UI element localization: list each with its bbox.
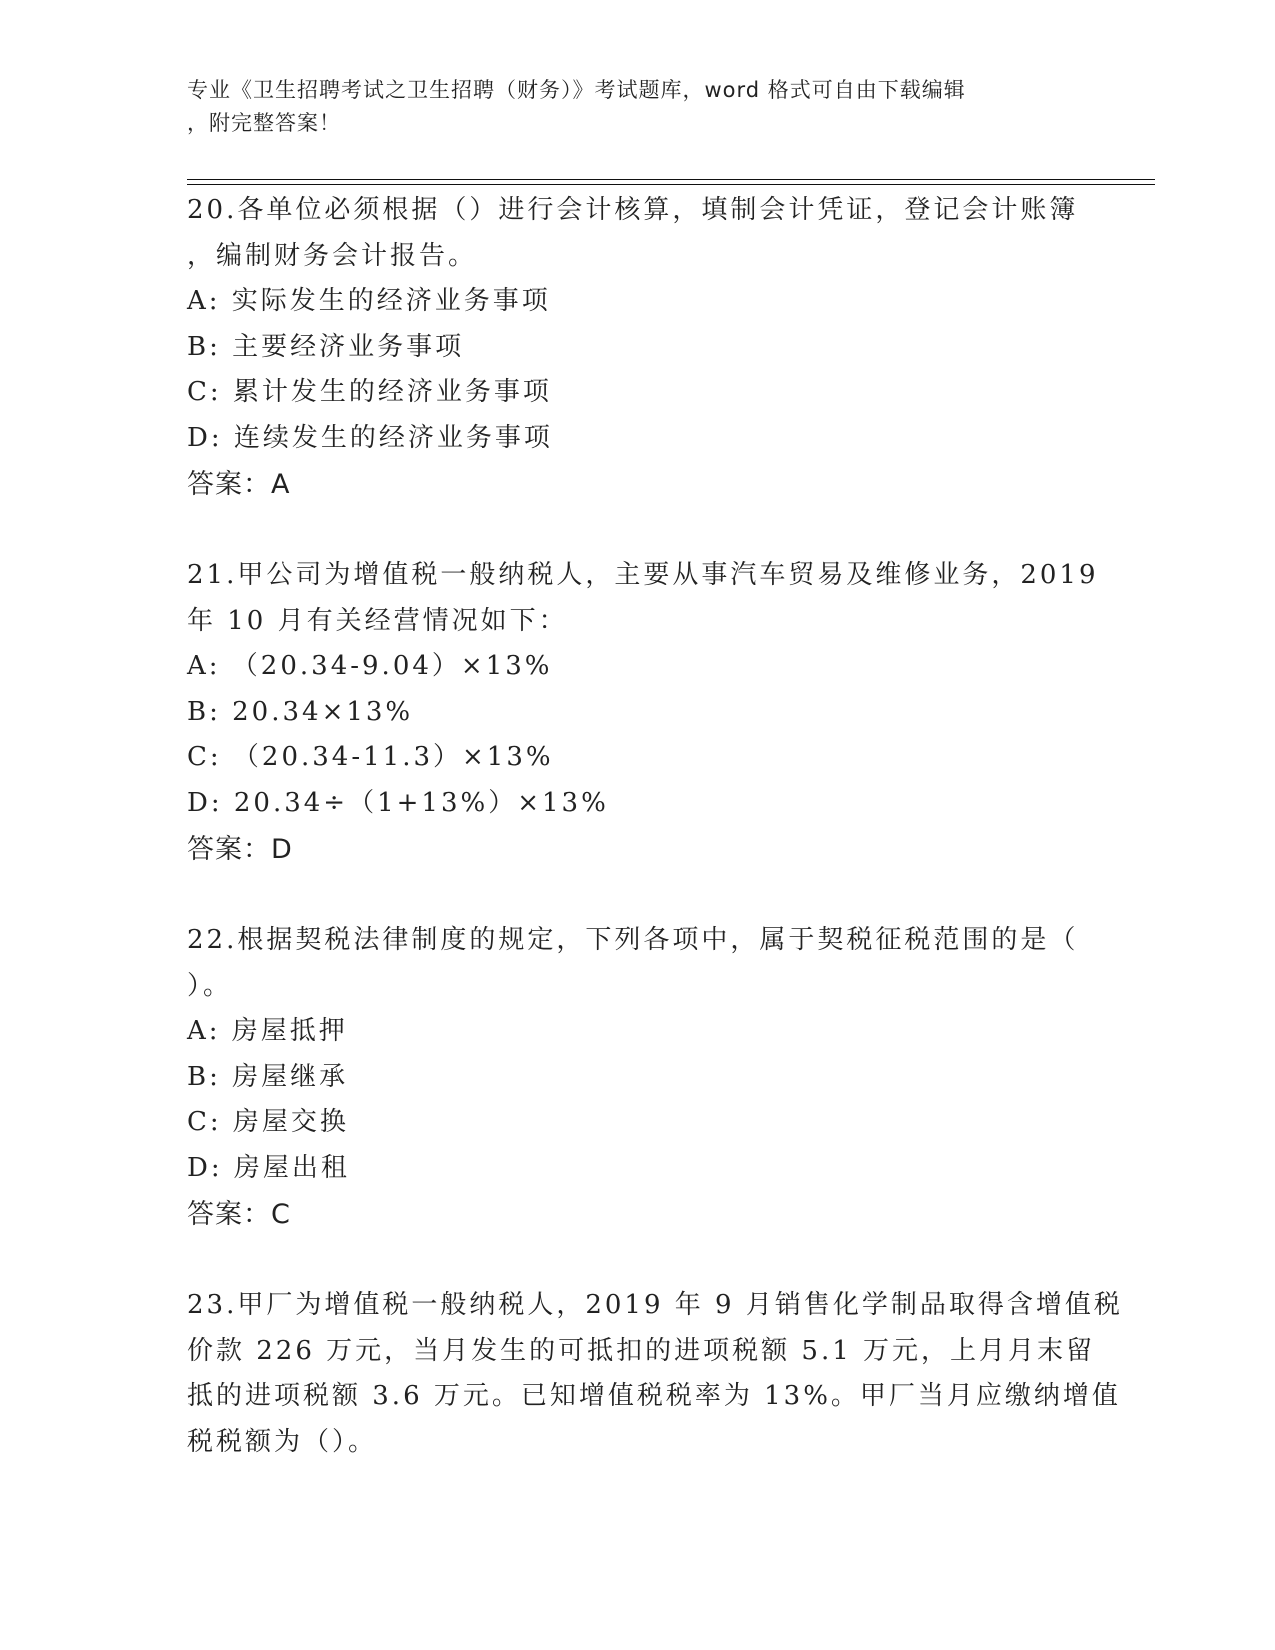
option-c: C: 累计发生的经济业务事项 xyxy=(187,377,552,408)
header-title-line-2: ，附完整答案！ xyxy=(187,111,341,135)
question-text-line: 税税额为（）。 xyxy=(187,1426,378,1457)
question-text-line: 22.根据契税法律制度的规定，下列各项中，属于契税征税范围的是（ xyxy=(187,925,1079,955)
option-d: D: 20.34÷（1+13%）×13% xyxy=(187,787,609,818)
option-d: D: 房屋出租 xyxy=(187,1152,350,1183)
option-d: D: 连续发生的经济业务事项 xyxy=(187,422,553,453)
option-c: C: 房屋交换 xyxy=(187,1107,349,1138)
question-text-line: 年 10 月有关经营情况如下： xyxy=(187,605,568,636)
question-text-line: 20.各单位必须根据（）进行会计核算，填制会计凭证，登记会计账簿 xyxy=(187,195,1079,225)
header-divider-top xyxy=(187,179,1155,180)
question-22 xyxy=(187,918,1087,1237)
header-divider-bottom xyxy=(187,184,1155,185)
option-c: C: （20.34-11.3）×13% xyxy=(187,742,554,773)
question-text-line: 23.甲厂为增值税一般纳税人，2019 年 9 月销售化学制品取得含增值税 xyxy=(187,1290,1123,1320)
option-a: A: （20.34-9.04）×13% xyxy=(187,651,553,682)
question-text-line: ，编制财务会计报告。 xyxy=(187,240,478,271)
question-21 xyxy=(187,553,1099,872)
question-text-line: 抵的进项税额 3.6 万元。已知增值税税率为 13%。甲厂当月应缴纳增值 xyxy=(187,1381,1121,1412)
question-text-line: 21.甲公司为增值税一般纳税人，主要从事汽车贸易及维修业务，2019 xyxy=(187,560,1099,590)
question-text-line: ）。 xyxy=(187,970,233,1001)
option-a: A: 房屋抵押 xyxy=(187,1016,348,1047)
option-a: A: 实际发生的经济业务事项 xyxy=(187,286,551,317)
answer-line: 答案：D xyxy=(187,833,293,865)
option-b: B: 房屋继承 xyxy=(187,1061,349,1092)
question-20 xyxy=(187,188,1087,507)
header-title-line-1: 专业《卫生招聘考试之卫生招聘（财务）》考试题库，word 格式可自由下载编辑 xyxy=(187,78,966,102)
question-text-line: 价款 226 万元，当月发生的可抵扣的进项税额 5.1 万元，上月月末留 xyxy=(187,1335,1096,1366)
document-header xyxy=(187,74,1067,140)
answer-line: 答案：A xyxy=(187,468,291,500)
question-23 xyxy=(187,1283,1123,1465)
answer-line: 答案：C xyxy=(187,1198,291,1230)
option-b: B: 主要经济业务事项 xyxy=(187,331,465,362)
option-b: B: 20.34×13% xyxy=(187,696,414,727)
